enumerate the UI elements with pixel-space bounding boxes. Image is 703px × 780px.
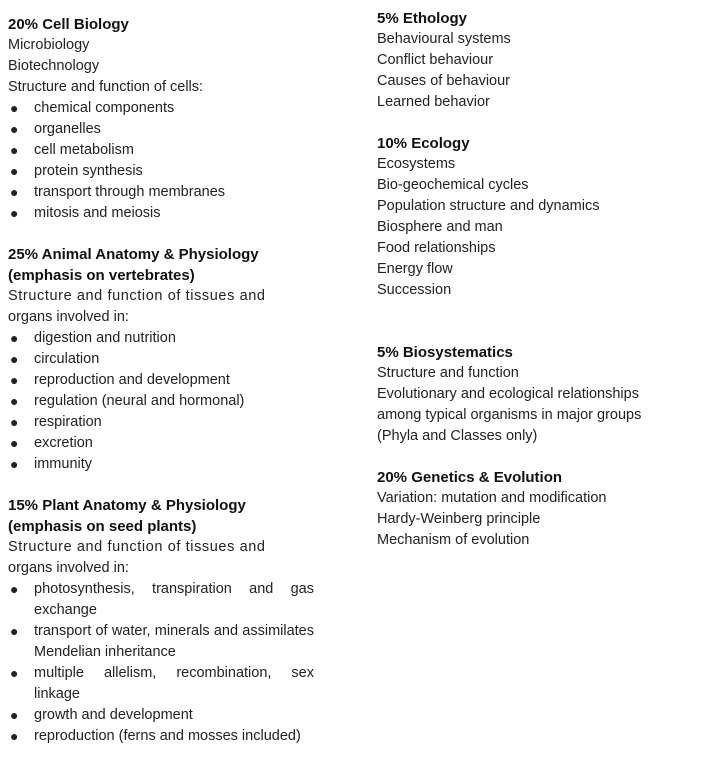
bullet-icon: ● (10, 330, 19, 346)
bullet-icon: ● (10, 623, 19, 639)
list-item (8, 140, 320, 161)
section-heading: 5% Ethology (377, 10, 468, 27)
list-item (8, 98, 320, 119)
bullet-icon: ● (10, 372, 19, 388)
list-item (8, 328, 320, 349)
list-item (8, 663, 314, 705)
topic-line: Biotechnology (8, 58, 100, 74)
topic-line: Mechanism of evolution (377, 532, 530, 548)
section-ecology (377, 113, 697, 301)
section-heading: 20% Genetics & Evolution (377, 469, 563, 486)
section-heading: 25% Animal Anatomy & Physiology (8, 246, 259, 263)
list-item (8, 433, 320, 454)
bullet-icon: ● (10, 163, 19, 179)
topic-line: Behavioural systems (377, 31, 511, 47)
section-animal-anatomy (8, 224, 320, 475)
bullet-list (8, 98, 320, 224)
section-heading: 20% Cell Biology (8, 16, 129, 33)
bullet-icon: ● (10, 142, 19, 158)
bullet-icon: ● (10, 100, 19, 116)
section-subheading: (emphasis on vertebrates) (8, 267, 195, 284)
bullet-icon: ● (10, 121, 19, 137)
right-column (377, 0, 697, 551)
bullet-list (8, 328, 320, 475)
list-item (8, 391, 320, 412)
section-subheading: (emphasis on seed plants) (8, 518, 197, 535)
list-item-text: growth and development (34, 707, 193, 723)
section-ethology (377, 0, 697, 113)
list-item (8, 726, 314, 747)
list-item-text: circulation (34, 351, 100, 367)
list-item-text: mitosis and meiosis (34, 205, 161, 221)
topic-line: Hardy-Weinberg principle (377, 511, 541, 527)
topic-line: Evolutionary and ecological relationships (377, 386, 639, 402)
list-item (8, 182, 320, 203)
section-heading: 10% Ecology (377, 135, 470, 152)
intro-line: Structure and function of tissues and (8, 288, 266, 304)
list-item (8, 161, 320, 182)
list-item (8, 621, 314, 663)
topic-line: Conflict behaviour (377, 52, 494, 68)
bullet-icon: ● (10, 728, 19, 744)
intro-line: organs involved in: (8, 560, 129, 576)
list-item (8, 579, 314, 621)
bullet-icon: ● (10, 581, 19, 597)
topic-line: Microbiology (8, 37, 90, 53)
bullet-icon: ● (10, 351, 19, 367)
bullet-icon: ● (10, 435, 19, 451)
bullet-icon: ● (10, 665, 19, 681)
list-item-text: excretion (34, 435, 93, 451)
intro-line: Structure and function of tissues and (8, 539, 266, 555)
section-genetics-evolution (377, 447, 697, 551)
topic-line: Structure and function (377, 365, 519, 381)
topic-line: Population structure and dynamics (377, 198, 600, 214)
bullet-icon: ● (10, 184, 19, 200)
list-item (8, 349, 320, 370)
intro-line: organs involved in: (8, 309, 129, 325)
topic-line: Bio-geochemical cycles (377, 177, 529, 193)
section-plant-anatomy (8, 475, 320, 747)
list-item-text: cell metabolism (34, 142, 134, 158)
list-item-text: transport of water, minerals and assimilates Mendelian inheritance (34, 623, 314, 660)
list-item (8, 454, 320, 475)
list-item-text: chemical components (34, 100, 175, 116)
list-item-text: transport through membranes (34, 184, 226, 200)
list-item (8, 119, 320, 140)
topic-line: Learned behavior (377, 94, 490, 110)
topic-line: Ecosystems (377, 156, 456, 172)
list-item (8, 370, 320, 391)
list-item-text: protein synthesis (34, 163, 143, 179)
list-item-text: reproduction (ferns and mosses included) (34, 728, 301, 744)
bullet-icon: ● (10, 707, 19, 723)
section-biosystematics (377, 301, 697, 447)
topic-line: (Phyla and Classes only) (377, 428, 538, 444)
list-item (8, 705, 314, 726)
bullet-list (8, 579, 314, 747)
list-item (8, 412, 320, 433)
topic-line: Structure and function of cells: (8, 79, 204, 95)
section-heading: 15% Plant Anatomy & Physiology (8, 497, 246, 514)
list-item-text: digestion and nutrition (34, 330, 176, 346)
topic-line: Variation: mutation and modification (377, 490, 607, 506)
list-item-text: multiple allelism, recombination, sex linkage (34, 665, 314, 702)
list-item-text: reproduction and development (34, 372, 230, 388)
list-item-text: photosynthesis, transpiration and gas exchange (34, 581, 314, 618)
bullet-icon: ● (10, 414, 19, 430)
section-cell-biology (8, 0, 320, 224)
list-item-text: regulation (neural and hormonal) (34, 393, 245, 409)
bullet-icon: ● (10, 205, 19, 221)
bullet-icon: ● (10, 393, 19, 409)
list-item (8, 203, 320, 224)
left-column (8, 0, 320, 747)
topic-line: among typical organisms in major groups (377, 407, 642, 423)
topic-line: Succession (377, 282, 452, 298)
list-item-text: respiration (34, 414, 102, 430)
section-heading: 5% Biosystematics (377, 344, 513, 361)
topic-line: Food relationships (377, 240, 496, 256)
list-item-text: immunity (34, 456, 93, 472)
bullet-icon: ● (10, 456, 19, 472)
topic-line: Energy flow (377, 261, 453, 277)
topic-line: Biosphere and man (377, 219, 503, 235)
topic-line: Causes of behaviour (377, 73, 510, 89)
list-item-text: organelles (34, 121, 101, 137)
